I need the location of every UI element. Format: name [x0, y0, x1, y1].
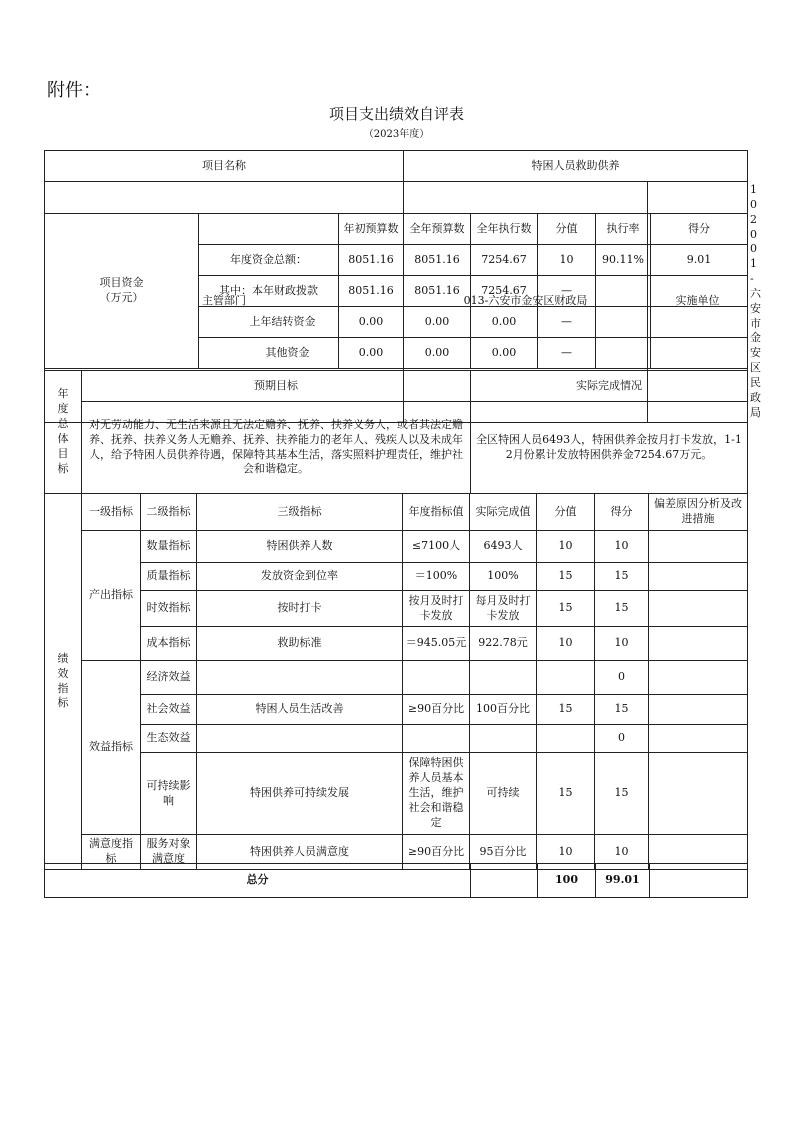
unit-label: 实施单位: [648, 182, 748, 423]
total-blank: [471, 864, 538, 898]
actual-cell: 100%: [470, 563, 537, 591]
attachment-label: 附件：: [47, 80, 101, 101]
score-value-cell: 10: [537, 627, 595, 661]
funds-label-line2: （万元）: [99, 291, 144, 304]
dept-label: 主管部门: [45, 182, 404, 423]
header-score-value: 分值: [537, 494, 595, 531]
header-analysis: 偏差原因分析及改进措施: [649, 494, 748, 531]
score-cell: 0: [595, 725, 649, 753]
level2-cell: 服务对象满意度: [141, 835, 197, 870]
funds-row-score-value: 10: [538, 245, 596, 276]
score-cell: 15: [595, 753, 649, 835]
actual-completion-text: 全区特困人员6493人，特困供养金按月打卡发放，1-12月份累计发放特困供养金7254.67万元。: [471, 402, 748, 494]
goals-content-row: [45, 402, 748, 494]
funds-row-rate: [596, 338, 651, 369]
level2-cell: 数量指标: [141, 531, 197, 563]
funds-row-label: 年度资金总额：: [199, 245, 339, 276]
header-level1: 一级指标: [82, 494, 141, 531]
benefit-indicator-label: 效益指标: [82, 661, 141, 835]
level2-cell: 时效指标: [141, 591, 197, 627]
funds-row-annual: 0.00: [404, 307, 471, 338]
department-row: 主管部门 013-六安市金安区财政局 实施单位 102001-六安市金安区民政局: [45, 182, 748, 423]
table-row: [45, 531, 748, 563]
total-label: 总分: [45, 864, 471, 898]
perf-label-char: 绩: [57, 651, 69, 665]
analysis-cell: [649, 695, 748, 725]
goals-label-char: 度: [57, 402, 69, 416]
goals-label-char: 年: [57, 387, 69, 401]
table-row: [45, 661, 748, 695]
target-cell: ＝945.05元: [403, 627, 470, 661]
funds-row-score-value: —: [538, 338, 596, 369]
level3-cell: 发放资金到位率: [197, 563, 403, 591]
funds-row-initial: 8051.16: [339, 245, 404, 276]
target-cell: [403, 661, 470, 695]
table-row: [45, 753, 748, 835]
total-score: 99.01: [596, 864, 650, 898]
actual-cell: 每月及时打卡发放: [470, 591, 537, 627]
funds-row-score: [651, 338, 748, 369]
target-cell: ≥90百分比: [403, 835, 470, 870]
funds-row-label: 上年结转资金: [199, 307, 339, 338]
output-indicator-label: 产出指标: [82, 531, 141, 661]
score-value-cell: 10: [537, 835, 595, 870]
analysis-cell: [649, 753, 748, 835]
total-analysis: [650, 864, 748, 898]
actual-cell: [470, 661, 537, 695]
total-score-value: 100: [538, 864, 596, 898]
level3-cell: 按时打卡: [197, 591, 403, 627]
target-cell: [403, 725, 470, 753]
funds-row-score: 9.01: [651, 245, 748, 276]
funds-row-executed: 7254.67: [471, 276, 538, 307]
funds-row-score-value: —: [538, 276, 596, 307]
funds-row-rate: [596, 276, 651, 307]
actual-cell: 95百分比: [470, 835, 537, 870]
level2-cell: 质量指标: [141, 563, 197, 591]
level3-cell: [197, 661, 403, 695]
goals-label-char: 体: [57, 432, 69, 445]
funds-row-rate: 90.11%: [596, 245, 651, 276]
funds-row-initial: 8051.16: [339, 276, 404, 307]
analysis-cell: [649, 661, 748, 695]
expected-goal-header: 预期目标: [82, 371, 471, 402]
funds-row-rate: [596, 307, 651, 338]
funds-label-line1: 项目资金: [99, 276, 144, 290]
score-value-cell: 10: [537, 531, 595, 563]
perf-label-char: 指: [57, 681, 69, 695]
goals-label-char: 目: [57, 446, 69, 460]
level2-cell: 社会效益: [141, 695, 197, 725]
score-cell: 10: [595, 531, 649, 563]
funds-header-score: 得分: [651, 214, 748, 245]
score-value-cell: [537, 661, 595, 695]
funds-header-initial: 年初预算数: [339, 214, 404, 245]
project-name-row: [45, 151, 748, 182]
level2-cell: 经济效益: [141, 661, 197, 695]
target-cell: 按月及时打卡发放: [403, 591, 470, 627]
project-name-value: 特困人员救助供养: [404, 151, 748, 182]
table-row: [45, 627, 748, 661]
perf-label-char: 标: [57, 696, 69, 710]
level3-cell: 特困供养人员满意度: [197, 835, 403, 870]
dept-value: 013-六安市金安区财政局: [404, 182, 648, 423]
table-row: [45, 695, 748, 725]
target-cell: 保障特困供养人员基本生活，维护社会和谐稳定: [403, 753, 470, 835]
funds-row-initial: 0.00: [339, 307, 404, 338]
score-cell: 15: [595, 695, 649, 725]
funds-row-annual: 8051.16: [404, 245, 471, 276]
funds-label: [45, 214, 199, 369]
score-value-cell: 15: [537, 753, 595, 835]
level3-cell: 救助标准: [197, 627, 403, 661]
table-row: [45, 591, 748, 627]
project-name-label: 项目名称: [45, 151, 404, 182]
year-subtitle: （2023年度）: [363, 129, 430, 140]
perf-label-char: 效: [57, 666, 69, 680]
funds-header-blank: [199, 214, 339, 245]
funds-header-annual: 全年预算数: [404, 214, 471, 245]
performance-table: [44, 493, 748, 870]
satisfaction-indicator-label: 满意度指标: [82, 835, 141, 870]
funds-row-score: [651, 307, 748, 338]
level3-cell: [197, 725, 403, 753]
funds-header-score-value: 分值: [538, 214, 596, 245]
total-row: [45, 864, 748, 898]
level2-cell: 成本指标: [141, 627, 197, 661]
funds-row-score: [651, 276, 748, 307]
goals-label: [45, 371, 82, 494]
header-level2: 二级指标: [141, 494, 197, 531]
analysis-cell: [649, 591, 748, 627]
header-level3: 三级指标: [197, 494, 403, 531]
actual-cell: 100百分比: [470, 695, 537, 725]
goals-label-char: 总: [57, 417, 69, 431]
level3-cell: 特困供养可持续发展: [197, 753, 403, 835]
funds-table: [44, 213, 748, 369]
score-value-cell: 15: [537, 695, 595, 725]
level2-cell: 可持续影响: [141, 753, 197, 835]
page-title: 项目支出绩效自评表: [328, 105, 464, 123]
funds-header-rate: 执行率: [596, 214, 651, 245]
goals-header-row: [45, 371, 748, 402]
score-value-cell: 15: [537, 591, 595, 627]
funds-header-executed: 全年执行数: [471, 214, 538, 245]
table-row: [45, 563, 748, 591]
goals-table: [44, 370, 748, 494]
score-cell: 0: [595, 661, 649, 695]
level3-cell: 特困人员生活改善: [197, 695, 403, 725]
funds-row-label: 其他资金: [199, 338, 339, 369]
target-cell: ≤7100人: [403, 531, 470, 563]
funds-row-annual: 8051.16: [404, 276, 471, 307]
funds-row-initial: 0.00: [339, 338, 404, 369]
analysis-cell: [649, 563, 748, 591]
actual-cell: 可持续: [470, 753, 537, 835]
total-table: [44, 863, 748, 898]
target-cell: ≥90百分比: [403, 695, 470, 725]
funds-row-label: 其中：本年财政拨款: [199, 276, 339, 307]
table-row: [45, 725, 748, 753]
header-target: 年度指标值: [403, 494, 470, 531]
score-cell: 10: [595, 835, 649, 870]
funds-row-executed: 0.00: [471, 307, 538, 338]
funds-row-executed: 7254.67: [471, 245, 538, 276]
actual-cell: 6493人: [470, 531, 537, 563]
perf-header-row: [45, 494, 748, 531]
score-cell: 15: [595, 563, 649, 591]
score-cell: 10: [595, 627, 649, 661]
funds-row-executed: 0.00: [471, 338, 538, 369]
header-score: 得分: [595, 494, 649, 531]
actual-completion-header: 实际完成情况: [471, 371, 748, 402]
expected-goal-text: 对无劳动能力、无生活来源且无法定赡养、抚养、扶养义务人，或者其法定赡养、抚养、扶养义务人无赡养、抚养、扶养能力的老年人、残疾人以及未成年人，给予特困人员供养待遇，保障特其基本生活，落实照料护理责任，维护社会和谐稳定。: [82, 402, 471, 494]
perf-label: [45, 494, 82, 870]
actual-cell: [470, 725, 537, 753]
analysis-cell: [649, 531, 748, 563]
score-value-cell: 15: [537, 563, 595, 591]
target-cell: ＝100%: [403, 563, 470, 591]
funds-row-annual: 0.00: [404, 338, 471, 369]
header-actual: 实际完成值: [470, 494, 537, 531]
analysis-cell: [649, 627, 748, 661]
level2-cell: 生态效益: [141, 725, 197, 753]
actual-cell: 922.78元: [470, 627, 537, 661]
funds-row-score-value: —: [538, 307, 596, 338]
score-cell: 15: [595, 591, 649, 627]
goals-label-char: 标: [57, 461, 69, 475]
funds-header-row: [45, 214, 748, 245]
level3-cell: 特困供养人数: [197, 531, 403, 563]
analysis-cell: [649, 725, 748, 753]
score-value-cell: [537, 725, 595, 753]
